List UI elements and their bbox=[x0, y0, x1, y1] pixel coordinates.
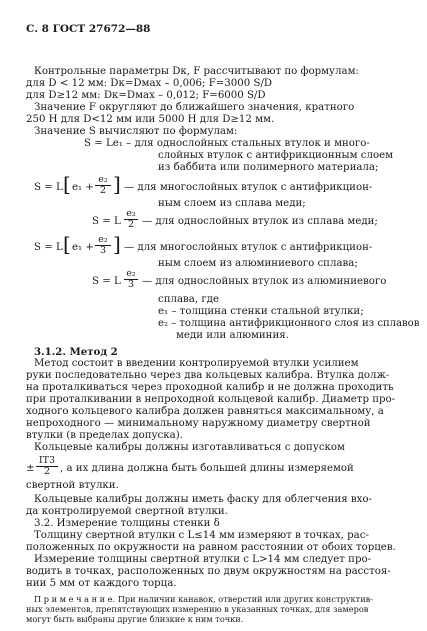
formula-4-e1: e₁ + bbox=[72, 242, 94, 253]
method-2-line: Метод состоит в введении контролируемой втулки усилием bbox=[34, 358, 359, 369]
tolerance-rest: , а их длина должна быть большей длины измеряемой bbox=[60, 463, 354, 474]
fraction-denominator: 3 bbox=[127, 279, 135, 290]
bracket-open: [ bbox=[63, 232, 71, 256]
formula-3-lead: S = L bbox=[92, 216, 121, 227]
fraction-numerator: e₂ bbox=[124, 269, 138, 280]
page-header: С. 8 ГОСТ 27672—88 bbox=[26, 23, 151, 35]
formula-4-fraction bbox=[95, 235, 111, 256]
method-2-line: при проталкивании в непроходной кольцевой калибр. Диаметр про- bbox=[26, 394, 396, 405]
formula-1-cont2: из баббита или полимерного материала; bbox=[158, 162, 379, 173]
method-2-line: втулки (в пределах допуска). bbox=[26, 430, 183, 441]
section-3-2-line: нии 5 мм от каждого торца. bbox=[26, 578, 177, 589]
note-line: ных элементов, препятствующих измерению в указанных точках, для замеров bbox=[26, 604, 369, 614]
tolerance-pm: ± bbox=[26, 463, 35, 474]
section-3-2-line: Измерение толщины свертной втулки с L>14 мм следует про- bbox=[34, 554, 372, 565]
formula-5-cont: сплава, где bbox=[158, 294, 219, 305]
method-2-line: на проталкиваться через проходной калибр и не должна проходить bbox=[26, 382, 394, 393]
fraction-denominator: 2 bbox=[43, 466, 51, 477]
formula-2-desc: — для многослойных втулок с антифрикцион- bbox=[124, 182, 373, 193]
formula-4-desc: — для многослойных втулок с антифрикцион- bbox=[124, 242, 373, 253]
formula-1: S = Le₁ – для однослойных стальных втулок и много- bbox=[84, 138, 370, 149]
formula-4-cont: ным слоем из алюминиевого сплава; bbox=[158, 258, 358, 269]
formula-5-fraction bbox=[124, 269, 138, 290]
formula-5-lead: S = L bbox=[92, 276, 121, 287]
fraction-numerator: e₂ bbox=[124, 209, 138, 220]
fraction-denominator: 2 bbox=[127, 219, 135, 230]
fraction-numerator: e₂ bbox=[95, 175, 111, 186]
params-intro: Контрольные параметры Dк, F рассчитывают по формулам: bbox=[34, 66, 359, 77]
bracket-close: ] bbox=[113, 232, 121, 256]
method-2-title: 3.1.2. Метод 2 bbox=[34, 346, 118, 358]
formula-2-lead: S = L bbox=[34, 182, 63, 193]
section-3-2-line: Толщину свертной втулки с L≤14 мм измеряют в точках, рас- bbox=[34, 530, 369, 541]
chamfer-line-1: Кольцевые калибры должны иметь фаску для облегчения вхо- bbox=[34, 494, 372, 505]
method-2-line: непроходного — минимальному наружному диаметру свертной bbox=[26, 418, 371, 429]
rounding-line-2: 250 Н для D<12 мм или 5000 Н для D≥12 мм. bbox=[26, 114, 275, 125]
section-3-2-title: 3.2. Измерение толщины стенки δ bbox=[34, 518, 220, 529]
where-e2: e₂ – толщина антифрикционного слоя из сплавов bbox=[158, 318, 420, 329]
params-row-1: для D < 12 мм: Dк=Dмax – 0,006; F=3000 S/D bbox=[26, 78, 273, 89]
method-2-line: ходного кольцевого калибра должен равняться максимальному, а bbox=[26, 406, 384, 417]
tolerance-fraction bbox=[36, 456, 58, 477]
formula-2-cont: ным слоем из сплава меди; bbox=[158, 198, 306, 209]
rounding-line-1: Значение F округляют до ближайшего значения, кратного bbox=[34, 102, 355, 113]
method-2-line: руки последовательно через два кольцевых калибра. Втулка долж- bbox=[26, 370, 390, 381]
formula-2-fraction bbox=[95, 175, 111, 196]
formula-1-cont: слойных втулок с антифрикционным слоем bbox=[158, 150, 394, 161]
fraction-numerator: IT3 bbox=[36, 456, 58, 467]
fraction-denominator: 2 bbox=[99, 185, 107, 196]
formula-3-fraction bbox=[124, 209, 138, 230]
note-line: могут быть выбраны другие близкие к ним точки. bbox=[26, 614, 244, 624]
note-line: П р и м е ч а н и е. При наличии канавок, отверстий или других конструктив- bbox=[34, 594, 374, 604]
formula-3-desc: — для однослойных втулок из сплава меди; bbox=[142, 216, 378, 227]
fraction-denominator: 3 bbox=[99, 245, 107, 256]
where-e1: e₁ – толщина стенки стальной втулки; bbox=[158, 306, 364, 317]
fraction-numerator: e₂ bbox=[95, 235, 111, 246]
chamfer-line-2: да контролируемой свертной втулки. bbox=[26, 506, 228, 517]
bracket-open: [ bbox=[63, 172, 71, 196]
method-2-line: Кольцевые калибры должны изготавливаться с допуском bbox=[34, 442, 345, 453]
where-e2-cont: меди или алюминия. bbox=[176, 330, 289, 341]
s-intro: Значение S вычисляют по формулам: bbox=[34, 126, 238, 137]
bracket-close: ] bbox=[113, 172, 121, 196]
formula-4-lead: S = L bbox=[34, 242, 63, 253]
formula-5-desc: — для однослойных втулок из алюминиевого bbox=[142, 276, 387, 287]
tolerance-line-2: свертной втулки. bbox=[26, 480, 119, 491]
params-row-2: для D≥12 мм: Dк=Dмax – 0,012; F=6000 S/D bbox=[26, 90, 266, 101]
section-3-2-line: водить в точках, расположенных по двум окружностям на расстоя- bbox=[26, 566, 391, 577]
formula-2-e1: e₁ + bbox=[72, 182, 94, 193]
section-3-2-line: положенных по окружности на равном расстоянии от обоих торцев. bbox=[26, 542, 396, 553]
